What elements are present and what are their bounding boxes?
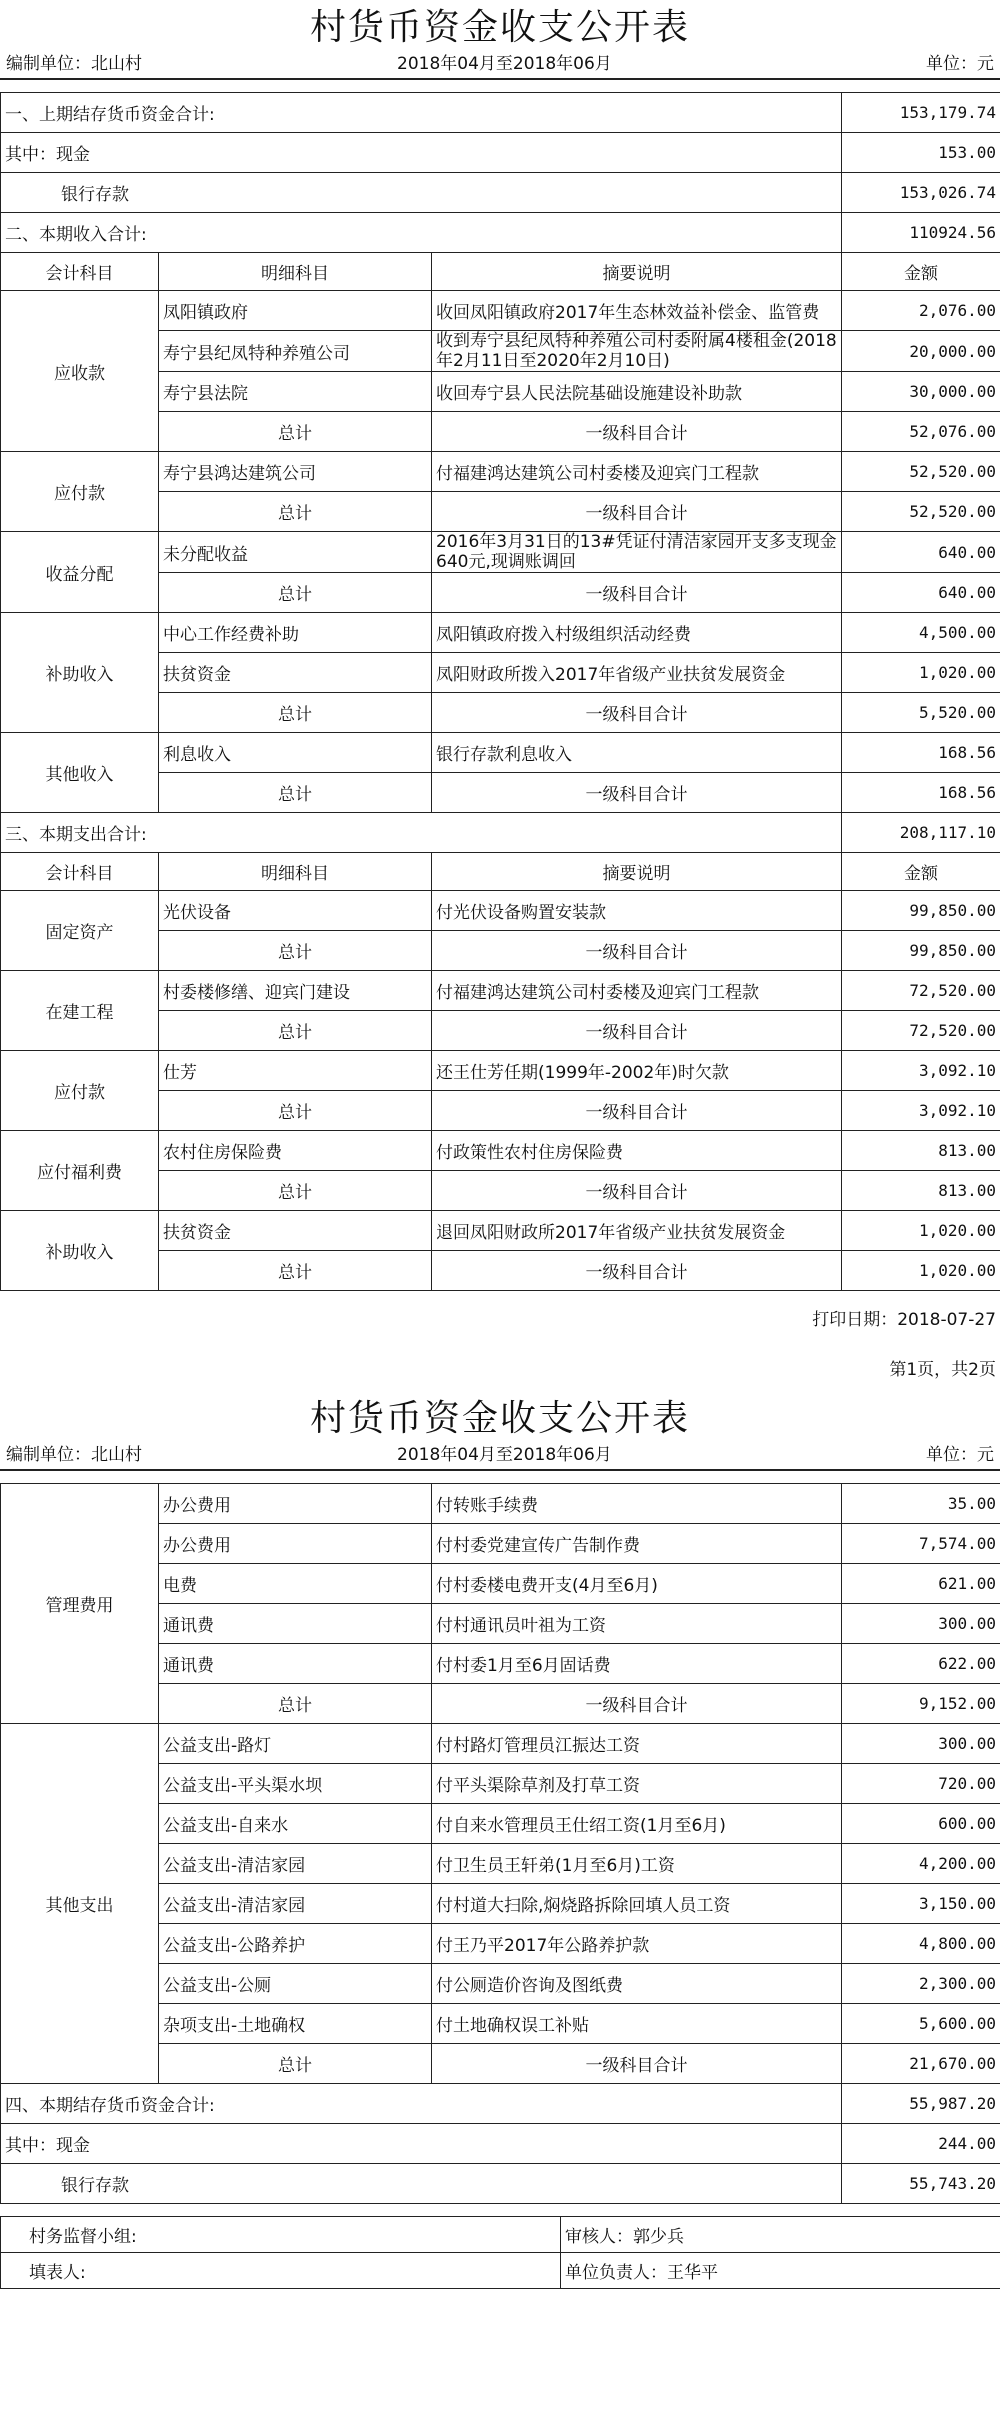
detail-account: 寿宁县法院 <box>159 372 432 412</box>
amount: 5,600.00 <box>842 2004 1000 2044</box>
amount: 3,150.00 <box>842 1884 1000 1924</box>
opening-bank-value: 153,026.74 <box>842 173 1000 213</box>
report-period: 2018年04月至2018年06月 <box>397 54 612 74</box>
subtotal-label: 总计 <box>159 1171 432 1211</box>
description: 还王仕芳任期(1999年-2002年)时欠款 <box>432 1051 842 1091</box>
page-title-2: 村货币资金收支公开表 <box>309 1398 690 1439</box>
col-header-description: 摘要说明 <box>432 853 842 891</box>
description: 付自来水管理员王仕绍工资(1月至6月) <box>432 1804 842 1844</box>
col-header-account: 会计科目 <box>1 853 159 891</box>
closing-total-value: 55,987.20 <box>842 2084 1000 2124</box>
amount: 4,200.00 <box>842 1844 1000 1884</box>
detail-account: 公益支出-平头渠水坝 <box>159 1764 432 1804</box>
table-row <box>1 1131 1000 1171</box>
level1-total-label: 一级科目合计 <box>432 773 842 813</box>
detail-account: 农村住房保险费 <box>159 1131 432 1171</box>
description: 付卫生员王轩弟(1月至6月)工资 <box>432 1844 842 1884</box>
col-header-detail: 明细科目 <box>159 853 432 891</box>
amount: 622.00 <box>842 1644 1000 1684</box>
detail-account: 寿宁县纪凤特种养殖公司 <box>159 331 432 372</box>
description: 付福建鸿达建筑公司村委楼及迎宾门工程款 <box>432 971 842 1011</box>
level1-total-label: 一级科目合计 <box>432 1251 842 1291</box>
detail-account: 公益支出-自来水 <box>159 1804 432 1844</box>
account-category: 在建工程 <box>1 971 159 1051</box>
level1-total-label: 一级科目合计 <box>432 1091 842 1131</box>
amount: 99,850.00 <box>842 891 1000 931</box>
table-row <box>1 213 1000 253</box>
amount: 2,300.00 <box>842 1964 1000 2004</box>
level1-total-label: 一级科目合计 <box>432 1011 842 1051</box>
amount: 621.00 <box>842 1564 1000 1604</box>
subtotal-label: 总计 <box>159 1091 432 1131</box>
table-row <box>1 1051 1000 1091</box>
table-row <box>1 1211 1000 1251</box>
detail-account: 公益支出-路灯 <box>159 1724 432 1764</box>
amount: 3,092.10 <box>842 1051 1000 1091</box>
description: 付转账手续费 <box>432 1484 842 1524</box>
table-row <box>1 891 1000 931</box>
table-row <box>1 813 1000 853</box>
expense-total-value: 208,117.10 <box>842 813 1000 853</box>
table-row <box>1 1724 1000 1764</box>
level1-total-label: 一级科目合计 <box>432 2044 842 2084</box>
description: 银行存款利息收入 <box>432 733 842 773</box>
detail-account: 公益支出-清洁家园 <box>159 1844 432 1884</box>
subtotal-amount: 813.00 <box>842 1171 1000 1211</box>
detail-account: 村委楼修缮、迎宾门建设 <box>159 971 432 1011</box>
detail-account: 公益支出-公路养护 <box>159 1924 432 1964</box>
preparer: 填表人: <box>1 2253 561 2289</box>
detail-account: 仕芳 <box>159 1051 432 1091</box>
detail-account: 杂项支出-土地确权 <box>159 2004 432 2044</box>
opening-bank-label: 银行存款 <box>1 173 842 213</box>
table-row <box>1 93 1000 133</box>
amount: 300.00 <box>842 1724 1000 1764</box>
signature-table <box>0 2216 1000 2289</box>
subtotal-label: 总计 <box>159 773 432 813</box>
org-name: 编制单位：北山村 <box>6 54 142 74</box>
description: 收回凤阳镇政府2017年生态林效益补偿金、监管费 <box>432 291 842 331</box>
subtotal-label: 总计 <box>159 693 432 733</box>
table-row <box>1 613 1000 653</box>
level1-total-label: 一级科目合计 <box>432 412 842 452</box>
closing-bank-value: 55,743.20 <box>842 2164 1000 2204</box>
amount: 30,000.00 <box>842 372 1000 412</box>
fund-table-2 <box>0 1483 1000 2204</box>
subtotal-amount: 21,670.00 <box>842 2044 1000 2084</box>
level1-total-label: 一级科目合计 <box>432 1171 842 1211</box>
table-row <box>1 291 1000 331</box>
amount: 20,000.00 <box>842 331 1000 372</box>
subtotal-amount: 5,520.00 <box>842 693 1000 733</box>
subtotal-amount: 9,152.00 <box>842 1684 1000 1724</box>
amount: 35.00 <box>842 1484 1000 1524</box>
description: 2016年3月31日的13#凭证付清洁家园开支多支现金640元,现调账调回 <box>432 532 842 573</box>
description: 付村道大扫除,焖烧路拆除回填人员工资 <box>432 1884 842 1924</box>
currency-unit: 单位：元 <box>926 54 994 74</box>
account-category: 收益分配 <box>1 532 159 613</box>
account-category: 应付福利费 <box>1 1131 159 1211</box>
detail-account: 扶贫资金 <box>159 1211 432 1251</box>
report-meta-2 <box>0 1441 1000 1471</box>
detail-account: 寿宁县鸿达建筑公司 <box>159 452 432 492</box>
description: 收回寿宁县人民法院基础设施建设补助款 <box>432 372 842 412</box>
detail-account: 通讯费 <box>159 1604 432 1644</box>
description: 付土地确权误工补贴 <box>432 2004 842 2044</box>
detail-account: 凤阳镇政府 <box>159 291 432 331</box>
account-category: 其他支出 <box>1 1724 159 2084</box>
level1-total-label: 一级科目合计 <box>432 492 842 532</box>
table-row <box>1 452 1000 492</box>
subtotal-label: 总计 <box>159 412 432 452</box>
fund-table-1 <box>0 92 1000 1291</box>
income-total-label: 二、本期收入合计: <box>1 213 842 253</box>
amount: 1,020.00 <box>842 653 1000 693</box>
account-category: 应收款 <box>1 291 159 452</box>
subtotal-label: 总计 <box>159 1684 432 1724</box>
unit-head: 单位负责人：王华平 <box>561 2253 1000 2289</box>
detail-account: 利息收入 <box>159 733 432 773</box>
subtotal-label: 总计 <box>159 1251 432 1291</box>
account-category: 应付款 <box>1 452 159 532</box>
amount: 72,520.00 <box>842 971 1000 1011</box>
print-date: 打印日期：2018-07-27 <box>812 1310 996 1330</box>
page-info: 第1页，共2页 <box>889 1360 996 1380</box>
table-row <box>1 532 1000 573</box>
detail-account: 光伏设备 <box>159 891 432 931</box>
col-header-account: 会计科目 <box>1 253 159 291</box>
description: 付福建鸿达建筑公司村委楼及迎宾门工程款 <box>432 452 842 492</box>
description: 付平头渠除草剂及打草工资 <box>432 1764 842 1804</box>
report-meta <box>0 50 1000 80</box>
subtotal-label: 总计 <box>159 2044 432 2084</box>
detail-account: 公益支出-公厕 <box>159 1964 432 2004</box>
level1-total-label: 一级科目合计 <box>432 573 842 613</box>
amount: 52,520.00 <box>842 452 1000 492</box>
col-header-description: 摘要说明 <box>432 253 842 291</box>
subtotal-amount: 1,020.00 <box>842 1251 1000 1291</box>
closing-cash-label: 其中：现金 <box>1 2124 842 2164</box>
opening-total-label: 一、上期结存货币资金合计: <box>1 93 842 133</box>
currency-unit-2: 单位：元 <box>926 1445 994 1465</box>
report-period-2: 2018年04月至2018年06月 <box>397 1445 612 1465</box>
description: 退回凤阳财政所2017年省级产业扶贫发展资金 <box>432 1211 842 1251</box>
detail-account: 办公费用 <box>159 1524 432 1564</box>
detail-account: 中心工作经费补助 <box>159 613 432 653</box>
account-category: 应付款 <box>1 1051 159 1131</box>
closing-total-label: 四、本期结存货币资金合计: <box>1 2084 842 2124</box>
subtotal-label: 总计 <box>159 931 432 971</box>
description: 付公厕造价咨询及图纸费 <box>432 1964 842 2004</box>
page-title: 村货币资金收支公开表 <box>309 7 690 48</box>
detail-account: 未分配收益 <box>159 532 432 573</box>
closing-bank-label: 银行存款 <box>1 2164 842 2204</box>
account-category: 补助收入 <box>1 613 159 733</box>
amount: 640.00 <box>842 532 1000 573</box>
amount: 720.00 <box>842 1764 1000 1804</box>
subtotal-amount: 640.00 <box>842 573 1000 613</box>
level1-total-label: 一级科目合计 <box>432 693 842 733</box>
table-row <box>1 173 1000 213</box>
org-name-2: 编制单位：北山村 <box>6 1445 142 1465</box>
account-category: 其他收入 <box>1 733 159 813</box>
detail-account: 公益支出-清洁家园 <box>159 1884 432 1924</box>
description: 付政策性农村住房保险费 <box>432 1131 842 1171</box>
opening-total-value: 153,179.74 <box>842 93 1000 133</box>
subtotal-amount: 99,850.00 <box>842 931 1000 971</box>
table-row <box>1 853 1000 891</box>
subtotal-label: 总计 <box>159 573 432 613</box>
description: 付光伏设备购置安装款 <box>432 891 842 931</box>
account-category: 固定资产 <box>1 891 159 971</box>
amount: 300.00 <box>842 1604 1000 1644</box>
detail-account: 办公费用 <box>159 1484 432 1524</box>
supervise-group: 村务监督小组: <box>1 2217 561 2253</box>
table-row <box>1 1484 1000 1524</box>
col-header-detail: 明细科目 <box>159 253 432 291</box>
detail-account: 扶贫资金 <box>159 653 432 693</box>
description: 付村委1月至6月固话费 <box>432 1644 842 1684</box>
subtotal-amount: 52,520.00 <box>842 492 1000 532</box>
description: 付村通讯员叶祖为工资 <box>432 1604 842 1644</box>
subtotal-amount: 168.56 <box>842 773 1000 813</box>
subtotal-amount: 72,520.00 <box>842 1011 1000 1051</box>
amount: 168.56 <box>842 733 1000 773</box>
expense-total-label: 三、本期支出合计: <box>1 813 842 853</box>
table-row <box>1 733 1000 773</box>
description: 付王乃平2017年公路养护款 <box>432 1924 842 1964</box>
table-row <box>1 2084 1000 2124</box>
level1-total-label: 一级科目合计 <box>432 931 842 971</box>
detail-account: 电费 <box>159 1564 432 1604</box>
subtotal-label: 总计 <box>159 1011 432 1051</box>
description: 付村委楼电费开支(4月至6月) <box>432 1564 842 1604</box>
description: 付村委党建宣传广告制作费 <box>432 1524 842 1564</box>
level1-total-label: 一级科目合计 <box>432 1684 842 1724</box>
table-row <box>1 133 1000 173</box>
amount: 4,800.00 <box>842 1924 1000 1964</box>
reviewer: 审核人：郭少兵 <box>561 2217 1000 2253</box>
account-category: 补助收入 <box>1 1211 159 1291</box>
account-category: 管理费用 <box>1 1484 159 1724</box>
subtotal-amount: 3,092.10 <box>842 1091 1000 1131</box>
description: 付村路灯管理员江振达工资 <box>432 1724 842 1764</box>
amount: 7,574.00 <box>842 1524 1000 1564</box>
amount: 4,500.00 <box>842 613 1000 653</box>
closing-cash-value: 244.00 <box>842 2124 1000 2164</box>
amount: 600.00 <box>842 1804 1000 1844</box>
col-header-amount: 金额 <box>842 253 1000 291</box>
table-row <box>1 253 1000 291</box>
description: 收到寿宁县纪凤特种养殖公司村委附属4楼租金(2018年2月11日至2020年2月10日) <box>432 331 842 372</box>
opening-cash-value: 153.00 <box>842 133 1000 173</box>
opening-cash-label: 其中：现金 <box>1 133 842 173</box>
description: 凤阳财政所拨入2017年省级产业扶贫发展资金 <box>432 653 842 693</box>
table-row <box>1 2164 1000 2204</box>
description: 凤阳镇政府拨入村级组织活动经费 <box>432 613 842 653</box>
table-row <box>1 971 1000 1011</box>
amount: 813.00 <box>842 1131 1000 1171</box>
table-row <box>1 2124 1000 2164</box>
col-header-amount: 金额 <box>842 853 1000 891</box>
amount: 2,076.00 <box>842 291 1000 331</box>
detail-account: 通讯费 <box>159 1644 432 1684</box>
amount: 1,020.00 <box>842 1211 1000 1251</box>
subtotal-label: 总计 <box>159 492 432 532</box>
income-total-value: 110924.56 <box>842 213 1000 253</box>
subtotal-amount: 52,076.00 <box>842 412 1000 452</box>
